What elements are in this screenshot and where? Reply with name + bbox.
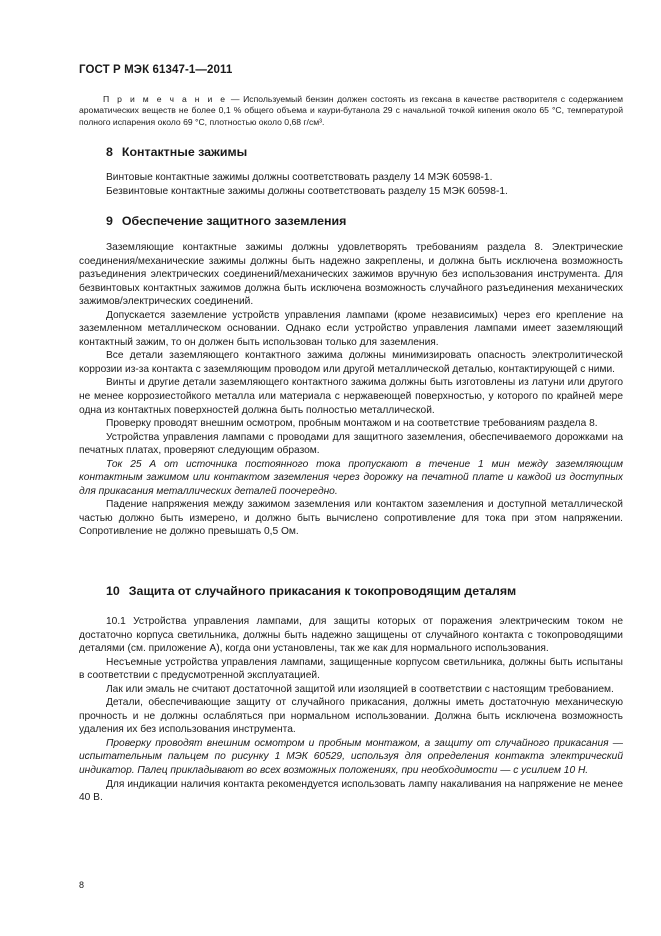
page-number: 8	[79, 880, 85, 890]
section-9-body	[79, 241, 623, 539]
paragraph: Винты и другие детали заземляющего контактного зажима должны быть изготовлены из латуни или другого не менее коррозиестойкого металла или материала с нержавеющей поверхностью, у которого по крайней мере одна из контактных поверхностей должна быть полностью металлической.	[79, 377, 623, 416]
section-10-heading	[106, 584, 516, 598]
note-label: П р и м е ч а н и е	[103, 94, 228, 104]
section-number: 10	[106, 584, 120, 598]
paragraph: Проверку проводят внешним осмотром, пробным монтажом и на соответствие требованиям раздела 8.	[106, 418, 598, 430]
paragraph: Допускается заземление устройств управления лампами (кроме независимых) через его крепление на заземленном металлическом основании. Однако если устройство управления лампами имеет заземляющий контактный зажим, то он должен быть использован только для заземления.	[79, 309, 623, 348]
paragraph: Заземляющие контактные зажимы должны удовлетворять требованиям раздела 8. Электрические соединения/механические зажимы должны быть надежно закреплены, и должна быть исключена возможность разъединения электрических соединений/механических зажимов вручную без использования инструмента. Для безвинтовых контактных зажимов должна быть исключена возможность случайного разъединения механических зажимов/электрических соединений.	[79, 242, 623, 308]
paragraph: 10.1 Устройства управления лампами, для защиты которых от поражения электрическим током не достаточно корпуса светильника, должны быть надежно защищены от случайного контакта с токопроводящими деталями (см. приложение А), когда они установлены, так же как для нормального использования.	[79, 616, 623, 655]
test-method-paragraph: Проверку проводят внешним осмотром и пробным монтажом, а защиту от случайного прикасания — испытательным пальцем по рисунку 1 МЭК 60529, используя для определения контакта электрический индикатор. Палец прикладывают во всех возможных положениях, при необходимости — с усилием 10 Н.	[79, 737, 623, 777]
test-method-paragraph: Ток 25 А от источника постоянного тока пропускают в течение 1 мин между заземляющим контактным зажимом или контактом заземления через дорожку на печатной плате и каждой из доступных для прикасания металлических деталей поочередно.	[79, 458, 623, 497]
section-number: 9	[106, 214, 113, 228]
section-8-heading	[106, 145, 247, 159]
section-title: Контактные зажимы	[121, 145, 248, 159]
paragraph: Все детали заземляющего контактного зажима должны минимизировать опасность электролитической коррозии из-за контакта с заземляющим проводом или другой металлической деталью, контактирующей с ними.	[79, 350, 623, 375]
paragraph: Безвинтовые контактные зажимы должны соответствовать разделу 15 МЭК 60598-1.	[106, 185, 508, 197]
section-10-body	[79, 615, 623, 805]
paragraph: Несъемные устройства управления лампами, защищенные корпусом светильника, должны быть испытаны в соответствии с предусмотренной эксплуатацией.	[79, 656, 623, 682]
document-header: ГОСТ Р МЭК 61347-1—2011	[79, 64, 233, 76]
section-title: Защита от случайного прикасания к токопроводящим деталям	[128, 584, 517, 598]
section-number: 8	[106, 145, 113, 159]
section-8-body	[79, 171, 623, 198]
paragraph: Устройства управления лампами с проводами для защитного заземления, обеспечиваемого дорожками на печатных платах, проверяют следующим образом.	[79, 431, 623, 457]
section-9-heading	[106, 214, 346, 228]
paragraph: Детали, обеспечивающие защиту от случайного прикасания, должны иметь достаточную механическую прочность и не должны ослабляться при нормальном использовании. Должна быть исключена возможность удаления их без использования инструмента.	[79, 697, 623, 736]
note-text: — Используемый бензин должен состоять из гексана в качестве растворителя с содержанием ароматических веществ не более 0,1 % общего объема и каури-бутанола 29 с начальной точкой кипения около 65 °C, температурой полного испарения около 69 °C, плотностью около 0,68 г/см³.	[79, 94, 623, 127]
note-paragraph	[79, 94, 623, 128]
paragraph: Винтовые контактные зажимы должны соответствовать разделу 14 МЭК 60598-1.	[106, 172, 493, 183]
section-title: Обеспечение защитного заземления	[121, 214, 347, 228]
paragraph: Падение напряжения между зажимом заземления или контактом заземления и доступной металлической частью должно быть измерено, и должно быть вычислено сопротивление для тока при этом напряжении. Сопротивление не должно превышать 0,5 Ом.	[79, 499, 623, 538]
paragraph: Лак или эмаль не считают достаточной защитой или изоляцией в соответствии с настоящим требованием.	[106, 683, 614, 695]
paragraph: Для индикации наличия контакта рекомендуется использовать лампу накаливания на напряжение не менее 40 В.	[79, 778, 623, 804]
